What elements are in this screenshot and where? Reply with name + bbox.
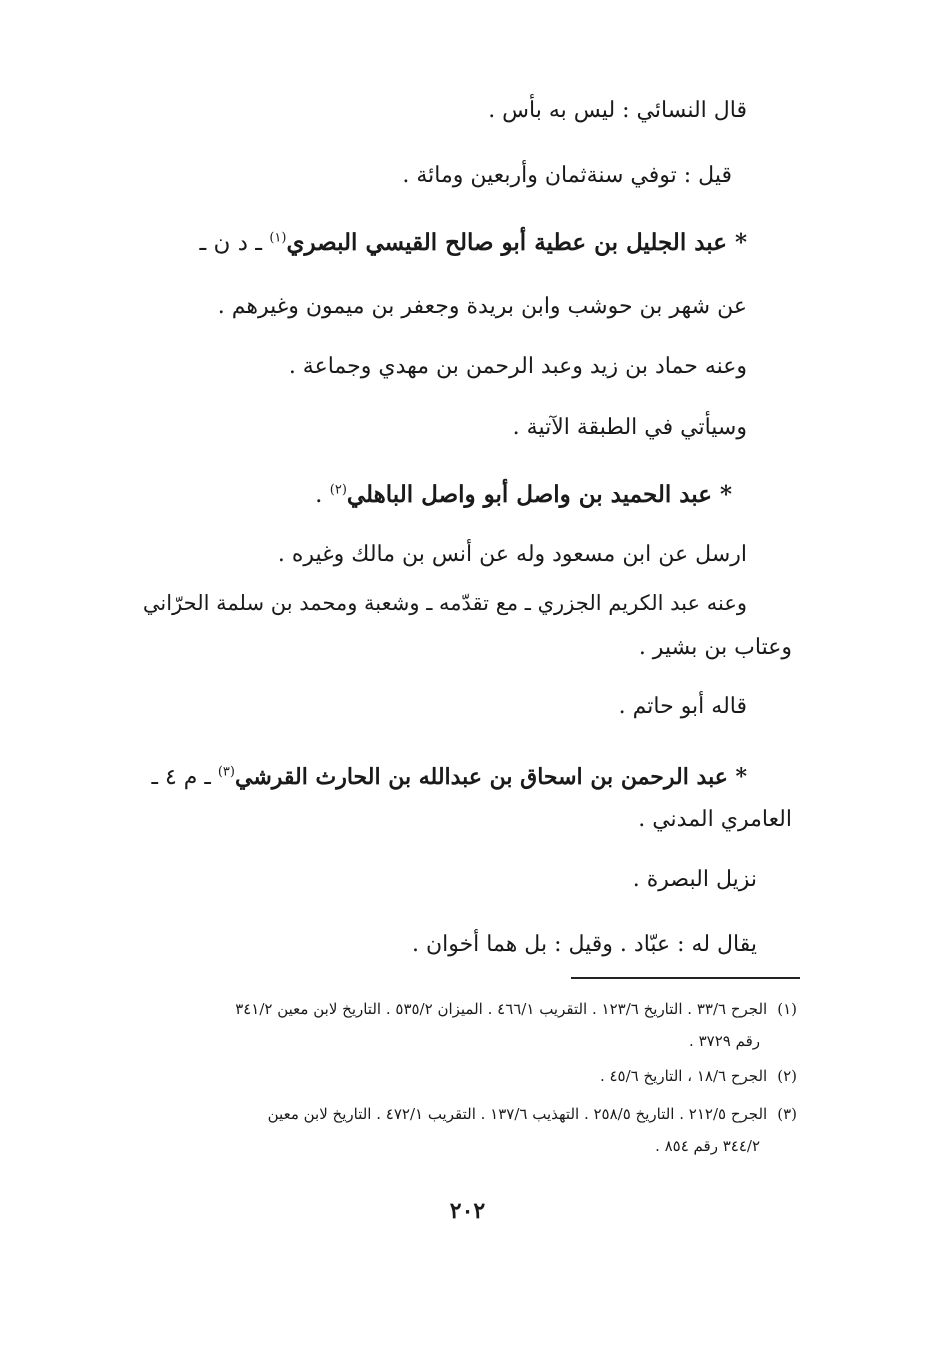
text-line: العامري المدني .	[638, 807, 792, 832]
footnote-continuation: ٣٤٤/٢ رقم ٨٥٤ .	[655, 1137, 760, 1155]
footnote-ref: (٢)	[329, 482, 347, 498]
entry-name: * عبد الحميد بن واصل أبو واصل الباهلي	[346, 481, 732, 508]
entry-heading	[152, 762, 747, 793]
entry-name: * عبد الجليل بن عطية أبو صالح القيسي البصري	[286, 229, 747, 256]
footnote-ref: (٣)	[217, 764, 235, 780]
text-line: قيل : توفي سنةثمان وأربعين ومائة .	[402, 163, 732, 188]
footnote-number: (٣)	[777, 1105, 797, 1123]
text-line: نزيل البصرة .	[632, 867, 757, 892]
footnote	[235, 998, 797, 1020]
text-line: وسيأتي في الطبقة الآتية .	[512, 415, 747, 440]
footnote	[600, 1065, 797, 1087]
entry-codes: ـ د ن ـ	[199, 230, 270, 256]
entry-codes: .	[315, 482, 330, 508]
page-number: ٢٠٢	[449, 1198, 486, 1224]
text-line: ارسل عن ابن مسعود وله عن أنس بن مالك وغيره .	[277, 542, 747, 567]
footnote-separator	[571, 977, 800, 979]
footnote-text: الجرح ٣٣/٦ . التاريخ ١٢٣/٦ . التقريب ٤٦٦/١ . الميزان ٥٣٥/٢ . التاريخ لابن معين ٣٤١/٢	[235, 1000, 768, 1018]
text-line: وعنه حماد بن زيد وعبد الرحمن بن مهدي وجماعة .	[288, 354, 747, 379]
footnote-number: (١)	[777, 1000, 797, 1018]
text-line: يقال له : عبّاد . وقيل : بل هما أخوان .	[411, 932, 757, 957]
footnote-ref: (١)	[269, 230, 287, 246]
entry-heading	[315, 480, 732, 510]
entry-name: * عبد الرحمن بن اسحاق بن عبدالله بن الحارث القرشي	[234, 764, 747, 790]
footnote-continuation: رقم ٣٧٢٩ .	[689, 1032, 760, 1050]
text-line: عن شهر بن حوشب وابن بريدة وجعفر بن ميمون وغيرهم .	[217, 294, 747, 319]
text-line: وعتاب بن بشير .	[638, 635, 792, 660]
entry-heading	[199, 228, 747, 258]
footnote-text: الجرح ٢١٢/٥ . التاريخ ٢٥٨/٥ . التهذيب ١٣٧/٦ . التقريب ٤٧٢/١ . التاريخ لابن معين	[267, 1105, 768, 1123]
footnote	[268, 1103, 797, 1125]
entry-codes: ـ م ٤ ـ	[151, 765, 218, 790]
text-line: وعنه عبد الكريم الجزري ـ مع تقدّمه ـ وشعبة ومحمد بن سلمة الحرّاني	[142, 591, 747, 615]
footnote-text: الجرح ١٨/٦ ، التاريخ ٤٥/٦ .	[599, 1067, 768, 1085]
text-line: قاله أبو حاتم .	[618, 694, 747, 719]
footnote-number: (٢)	[777, 1067, 797, 1085]
text-line: قال النسائي : ليس به بأس .	[488, 98, 747, 123]
